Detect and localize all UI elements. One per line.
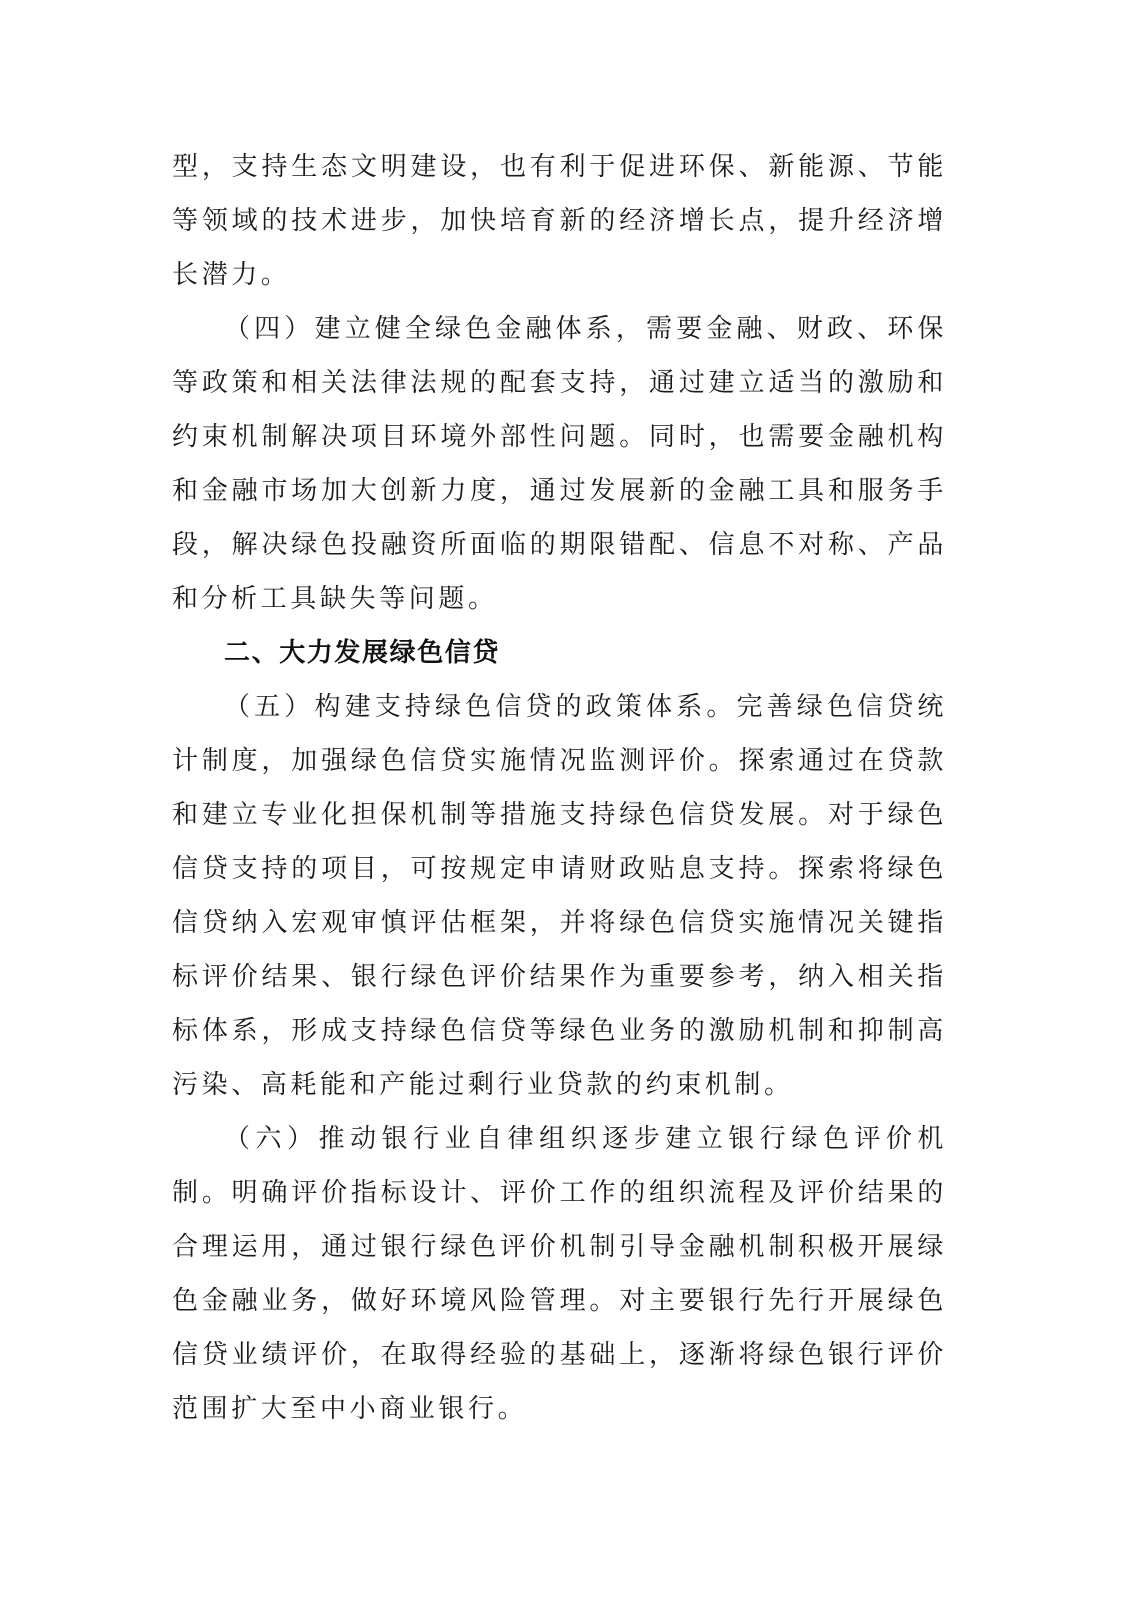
paragraph-item-5: （五）构建支持绿色信贷的政策体系。完善绿色信贷统计制度，加强绿色信贷实施情况监测评价。探索通过在贷款和建立专业化担保机制等措施支持绿色信贷发展。对于绿色信贷支持的项目，可按规定申请财政贴息支持。探索将绿色信贷纳入宏观审慎评估框架，并将绿色信贷实施情况关键指标评价结果、银行绿色评价结果作为重要参考，纳入相关指标体系，形成支持绿色信贷等绿色业务的激励机制和抑制高污染、高耗能和产能过剩行业贷款的约束机制。 — [172, 692, 947, 1100]
document-body — [172, 140, 947, 1436]
section-heading: 二、大力发展绿色信贷 — [224, 638, 501, 668]
paragraph-item-6: （六）推动银行业自律组织逐步建立银行绿色评价机制。明确评价指标设计、评价工作的组织流程及评价结果的合理运用，通过银行绿色评价机制引导金融机制积极开展绿色金融业务，做好环境风险管理。对主要银行先行开展绿色信贷业绩评价，在取得经验的基础上，逐渐将绿色银行评价范围扩大至中小商业银行。 — [172, 1124, 947, 1424]
paragraph-item-4: （四）建立健全绿色金融体系，需要金融、财政、环保等政策和相关法律法规的配套支持，通过建立适当的激励和约束机制解决项目环境外部性问题。同时，也需要金融机构和金融市场加大创新力度，通过发展新的金融工具和服务手段，解决绿色投融资所面临的期限错配、信息不对称、产品和分析工具缺失等问题。 — [172, 314, 947, 614]
paragraph-continuation: 型，支持生态文明建设，也有利于促进环保、新能源、节能等领域的技术进步，加快培育新的经济增长点，提升经济增长潜力。 — [172, 152, 947, 290]
